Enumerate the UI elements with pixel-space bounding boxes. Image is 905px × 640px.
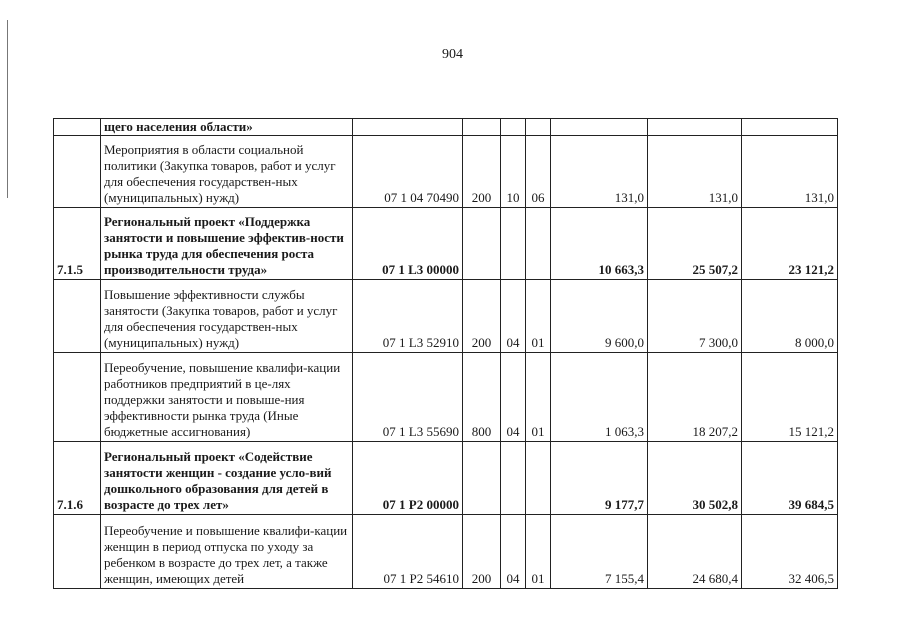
row-value-1: 7 155,4 [551,515,648,589]
row-number [54,515,101,589]
table-row [54,136,838,208]
row-name: Региональный проект «Поддержка занятости и повышение эффектив-ности рынка труда для обеспечения роста производительности труда» [101,208,353,280]
table-row [54,353,838,442]
row-number [54,119,101,136]
row-value-2: 18 207,2 [648,353,742,442]
row-name: Повышение эффективности службы занятости (Закупка товаров, работ и услуг для обеспечения государствен-ных (муниципальных) нужд) [101,280,353,353]
row-pr: 01 [526,280,551,353]
row-value-2: 24 680,4 [648,515,742,589]
row-code: 07 1 04 70490 [353,136,463,208]
row-value-1 [551,119,648,136]
table-row [54,280,838,353]
row-value-3: 32 406,5 [742,515,838,589]
row-vr: 800 [463,353,501,442]
row-code: 07 1 L3 52910 [353,280,463,353]
row-code [353,119,463,136]
row-value-1: 10 663,3 [551,208,648,280]
row-pr [526,119,551,136]
row-name: Мероприятия в области социальной политики (Закупка товаров, работ и услуг для обеспечения государствен-ных (муниципальных) нужд) [101,136,353,208]
row-number: 7.1.5 [54,208,101,280]
row-value-3: 39 684,5 [742,442,838,515]
row-number [54,136,101,208]
row-rz [501,208,526,280]
row-value-3: 131,0 [742,136,838,208]
row-code: 07 1 L3 00000 [353,208,463,280]
row-code: 07 1 P2 00000 [353,442,463,515]
row-name: Региональный проект «Содействие занятости женщин - создание усло-вий дошкольного образования для детей в возрасте до трех лет» [101,442,353,515]
row-value-3: 8 000,0 [742,280,838,353]
row-vr: 200 [463,280,501,353]
row-pr: 06 [526,136,551,208]
row-value-2: 131,0 [648,136,742,208]
row-value-1: 131,0 [551,136,648,208]
row-value-3: 15 121,2 [742,353,838,442]
budget-table [53,118,838,589]
row-pr: 01 [526,353,551,442]
row-value-2: 25 507,2 [648,208,742,280]
row-value-2: 7 300,0 [648,280,742,353]
row-rz: 04 [501,280,526,353]
row-value-3: 23 121,2 [742,208,838,280]
table-row [54,119,838,136]
row-value-1: 9 177,7 [551,442,648,515]
row-rz [501,442,526,515]
row-pr [526,208,551,280]
row-number [54,280,101,353]
row-rz: 04 [501,353,526,442]
row-code: 07 1 P2 54610 [353,515,463,589]
row-number: 7.1.6 [54,442,101,515]
row-rz: 10 [501,136,526,208]
row-vr: 200 [463,515,501,589]
page-number: 904 [442,47,463,62]
row-vr [463,119,501,136]
row-name: щего населения области» [101,119,353,136]
row-name: Переобучение, повышение квалифи-кации работников предприятий в це-лях поддержки занятости и повыше-ния эффективности рынка труда (Иные бюджетные ассигнования) [101,353,353,442]
table-row [54,442,838,515]
row-value-1: 1 063,3 [551,353,648,442]
row-vr: 200 [463,136,501,208]
row-name: Переобучение и повышение квалифи-кации женщин в период отпуска по уходу за ребенком в возрасте до трех лет, а также женщин, имеющих детей [101,515,353,589]
row-value-3 [742,119,838,136]
row-rz [501,119,526,136]
row-vr [463,442,501,515]
row-vr [463,208,501,280]
row-value-2: 30 502,8 [648,442,742,515]
row-value-1: 9 600,0 [551,280,648,353]
table-row [54,515,838,589]
table-row [54,208,838,280]
row-number [54,353,101,442]
row-pr [526,442,551,515]
row-pr: 01 [526,515,551,589]
row-code: 07 1 L3 55690 [353,353,463,442]
row-value-2 [648,119,742,136]
row-rz: 04 [501,515,526,589]
